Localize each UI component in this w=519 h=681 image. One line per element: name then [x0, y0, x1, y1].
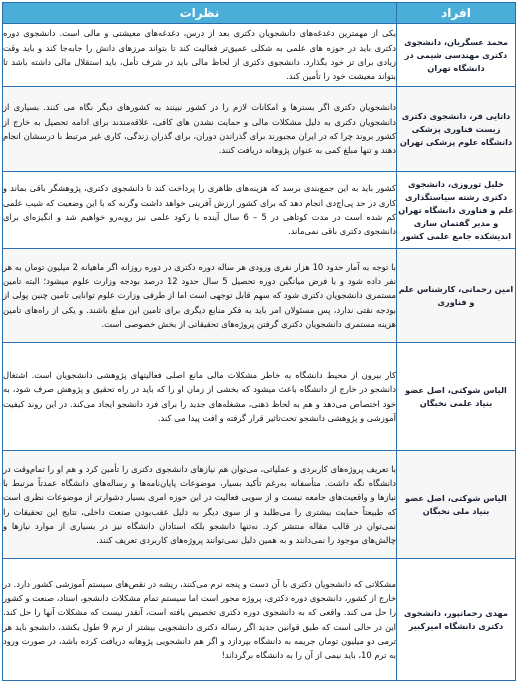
table-row [3, 87, 516, 172]
opinion-cell: با تعریف پروژه‌های کاربردی و عملیاتی، می‌توان هم نیازهای دانشجوی دکتری را تأمین کرد و هم او را تمام‌وقت در دانشگاه نگه داشت. متأسفانه به‌رغم تأکید بسیار، موضوعات پایان‌نامه‌ها و رساله‌های دانشگاه عمدتاً مرتبط با نیازها و واقعیت‌های جامعه نیست و از سویی فعالیت در این حوزه امری بسیار دشوارتر از موضوعات نظری است که طبیعتاً حمایت بیشتری را می‌طلبد و از سوی دیگر به دلیل عقب‌بودن صنعت داخلی، نتایج این تحقیقات را نمی‌توان در قالب مقاله منتشر کرد. نه‌تنها دانشجو بلکه استادان دانشگاه نیز در بسیاری از موارد نیازها و چالش‌های موجود را نمی‌دانند و به همین دلیل نمی‌توانند پروژه‌های کاربردی تعریف کنند. [3, 451, 397, 559]
person-cell: الیاس شوکتی، اصل عضو بنیاد ملی نخبگان [397, 451, 516, 559]
table-row [3, 172, 516, 249]
table-row [3, 249, 516, 343]
table-row [3, 24, 516, 87]
person-cell: محمد عسگریان، دانشجوی دکتری مهندسی شیمی در دانشگاه تهران [397, 24, 516, 87]
person-cell: داتایی فر، دانشجوی دکتری زیست فناوری پزشکی دانشگاه علوم پزشکی تهران [397, 87, 516, 172]
opinions-table [2, 2, 516, 681]
person-cell: مهدی رحمانپور، دانشجوی دکتری دانشگاه امیرکبیر [397, 559, 516, 681]
person-cell: خلیل توروزی، دانشجوی دکتری رشته سیاستگذاری علم و فناوری دانشگاه تهران و مدیر گفتمان سازی اندیشکده جامع علمی کشور [397, 172, 516, 249]
opinion-cell: دانشجویان دکتری اگر بسترها و امکانات لازم را در کشور نبینند به کشورهای دیگر نگاه می کنند. بسیاری از دانشجویان دکتری به دلیل مشکلات مالی و حمایت نشدن های کافی، علاقه‌مندند برای ادامه تحصیل به خارج از کشور بروند چرا که در ایران مجبورند برای گذراندن دوران، برای گذران زندگی، کاری غیر مرتبط با درسشان انجام دهند و تنها مبلغ کمی به عنوان پژوهانه دریافت کنند. [3, 87, 397, 172]
table-row [3, 343, 516, 451]
person-cell: الیاس شوکتی، اصل عضو بنیاد علمی نخبگان [397, 343, 516, 451]
opinion-cell: با توجه به آمار حدود 10 هزار نفری ورودی هر ساله دوره دکتری در دوره روزانه اگر ماهیانه 2 میلیون تومان به هر نفر داده شود و با فرض میانگین دوره تحصیل 5 سال حدود 12 درصد بودجه وزارت علوم میشود؛ البته تامین مستمری دانشجویان دکتری شود که سهم قابل توجهی است اما از طرفی وزارت علوم توانایی تامین چنین پولی از بودجه نقتی ندارد، پس مسئولان امر باید به فکر منابع دیگری برای تامین این مبلغ باشند. و یکی از راه‌های تامین هزینه مستمری دانشجویان دکتری گرفتن پروژه‌های تحقیقاتی از بخش خصوصی است. [3, 249, 397, 343]
opinion-cell: کشور باید به این جمع‌بندی برسد که هزینه‌های ظاهری را پرداخت کند تا دانشجوی دکتری، پژوهشگر باقی بماند و کاری در حد پی‌اچ‌دی انجام دهد که برای کشور ارزش آفرینی خواهد داشت وگرنه که با این وضعیت که شیب علمی کم شده است در مدت کوتاهی در 5 – 6 سال آینده با رکود علمی نیز روبه‌رو خواهیم شد و انگیزه‌ای برای دانشجوی دکتری باقی نمی‌ماند. [3, 172, 397, 249]
header-people: افراد [397, 3, 516, 24]
person-cell: امین رحمانی، کارشناس علم و فناوری [397, 249, 516, 343]
table-row [3, 559, 516, 681]
header-opinions: نظرات [3, 3, 397, 24]
header-row [3, 3, 516, 24]
opinion-cell: یکی از مهمترین دغدغه‌های دانشجویان دکتری بعد از درس، دغدغه‌های معیشتی و مالی است. دانشجوی دوره دکتری باید در حوزه های علمی به شکلی عمیق‌تر فعالیت کند تا بتواند مرزهای دانش را جابه‌جا کند و باید وقت زیادی برای تز خود بگذارد. دانشجوی دکتری از لحاظ مالی باید در شرف تأمل، باید استقلال مالی داشته باشد تا بتواند معیشت خود را تأمین کند. [3, 24, 397, 87]
opinion-cell: مشکلاتی که دانشجویان دکتری با آن دست و پنجه نرم می‌کنند، ریشه در نقص‌های سیستم آموزشی کشور دارد. در خارج از کشور، دانشجوی دوره دکتری، پروژه محور است اما سیستم تمام مشکلات دانشجو، استاد، صنعت و کشور را حل می کند. واقعی که به دانشجوی دوره دکتری تخصیص یافته است، آنقدر نیست که مشکلات آنها را حل کند. این در حالی است که طبق قوانین جدید اگر رساله دکتری دانشجویی بیشتر از ترم 9 طول بکشد، دانشجو باید هر ترمی دو میلیون تومان جریمه به دانشگاه بپردازد و اگر هم دانشجویی پژوهانه دریافت کرده باشد، در صورت ورود به ترم 10، باید نیمی از آن را به دانشگاه برگرداند! [3, 559, 397, 681]
table-row [3, 451, 516, 559]
opinion-cell: کار بیرون از محیط دانشگاه به خاطر مشکلات مالی مانع اصلی فعالیتهای پژوهشی دانشجویان است. اشتغال دانشجو در خارج از دانشگاه باعث میشود که بخشی از زمان او را که باید در راه تحقیق و پژوهش صرف شود، به خود اختصاص می‌دهد و هم به لحاظ ذهنی، مشغله‌های جدید را برای فرد دانشجو ایجاد می‌کند. در این روند کیفیت آموزشی و پژوهشی دانشجو تحت‌تاثیر قرار گرفته و افت پیدا می کند. [3, 343, 397, 451]
